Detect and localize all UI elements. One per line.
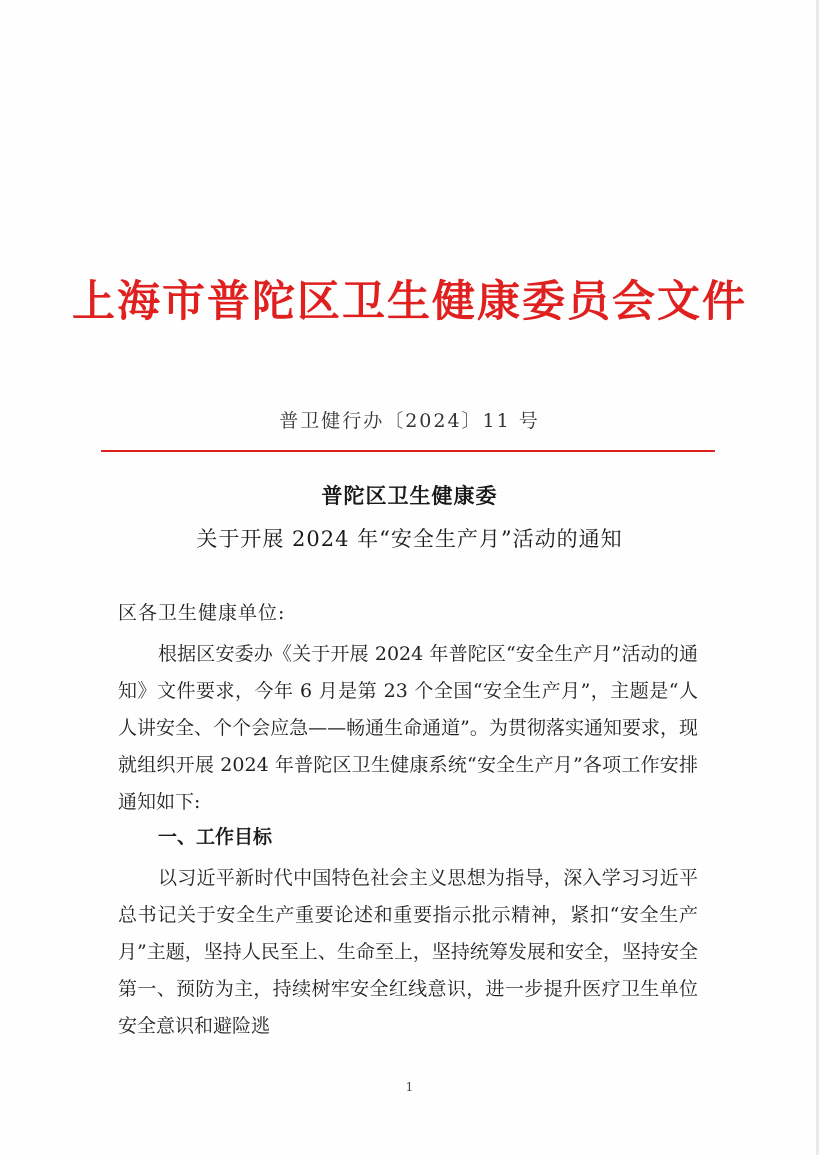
body-paragraph-1: 根据区安委办《关于开展 2024 年普陀区“安全生产月”活动的通知》文件要求，今年 6 月是第 23 个全国“安全生产月”，主题是“人人讲安全、个个会应急——畅通生命通道”。为贯彻落实通知要求，现就组织开展 2024 年普陀区卫生健康系统“安全生产月”各项工作安排通知如下: (118, 643, 698, 813)
page-number: 1 (405, 1080, 414, 1094)
red-divider (101, 450, 715, 452)
section-heading-goals: 一、工作目标 (158, 826, 273, 848)
salutation: 区各卫生健康单位: (118, 602, 286, 624)
document-title-line-2: 关于开展 2024 年“安全生产月”活动的通知 (196, 527, 623, 551)
document-title-line-1: 普陀区卫生健康委 (321, 483, 498, 508)
document-number: 普卫健行办〔2024〕11 号 (279, 410, 540, 432)
body-paragraph-2: 以习近平新时代中国特色社会主义思想为指导，深入学习习近平总书记关于安全生产重要论述和重要指示批示精神，紧扣“安全生产月”主题，坚持人民至上、生命至上，坚持统筹发展和安全，坚持安全第一、预防为主，持续树牢安全红线意识，进一步提升医疗卫生单位安全意识和避险逃 (118, 867, 698, 1037)
issuer-header: 上海市普陀区卫生健康委员会文件 (72, 277, 747, 327)
